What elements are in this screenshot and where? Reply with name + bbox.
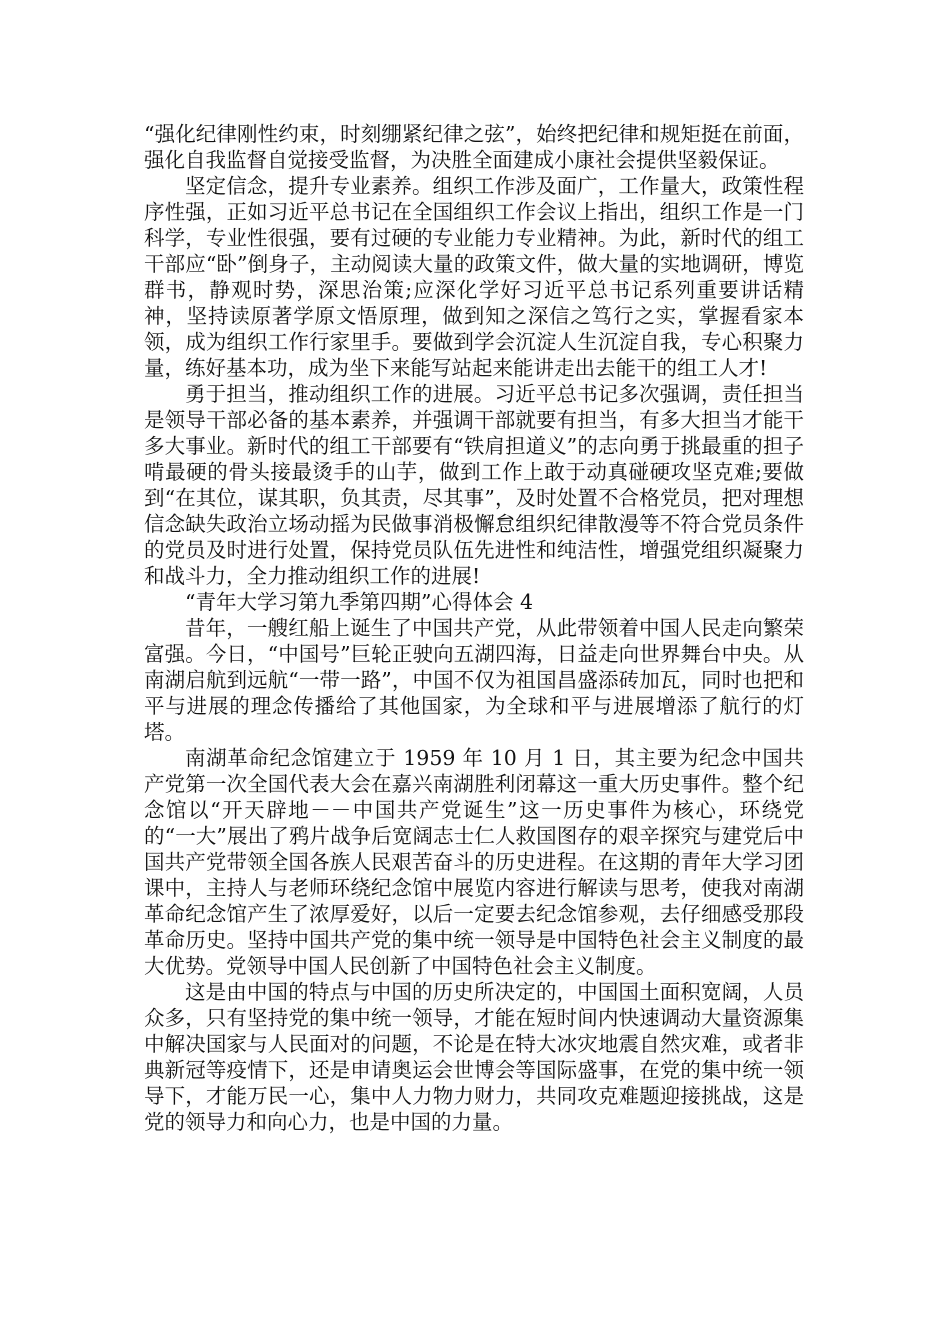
paragraph-party-leadership: 这是由中国的特点与中国的历史所决定的，中国国土面积宽阔，人员众多，只有坚持党的集中统一领导，才能在短时间内快速调动大量资源集中解决国家与人民面对的问题，不论是在特大冰灾地震自然灾难，或者非典新冠等疫情下，还是申请奥运会世博会等国际盛事，在党的集中统一领导下，才能万民一心，集中人力物力财力，共同攻克难题迎接挑战，这是党的领导力和向心力，也是中国的力量。: [144, 980, 804, 1134]
paragraph-nanhu-memorial: 南湖革命纪念馆建立于 1959 年 10 月 1 日，其主要为纪念中国共产党第一次全国代表大会在嘉兴南湖胜利闭幕这一重大历史事件。整个纪念馆以“开天辟地－－中国共产党诞生”这一历史事件为核心，环绕党的“一大”展出了鸦片战争后宽阔志士仁人救国图存的艰辛探究与建党后中国共产党带领全国各族人民艰苦奋斗的历史进程。在这期的青年大学习团课中，主持人与老师环绕纪念馆中展览内容进行解读与思考，使我对南湖革命纪念馆产生了浓厚爱好，以后一定要去纪念馆参观，去仔细感受那段革命历史。坚持中国共产党的集中统一领导是中国特色社会主义制度的最大优势。党领导中国人民创新了中国特色社会主义制度。: [144, 746, 804, 978]
paragraph-professional-quality: 坚定信念，提升专业素养。组织工作涉及面广，工作量大，政策性程序性强，正如习近平总书记在全国组织工作会议上指出，组织工作是一门科学，专业性很强，要有过硬的专业能力专业精神。为此，新时代的组工干部应“卧”倒身子，主动阅读大量的政策文件，做大量的实地调研，博览群书，静观时势，深思治策;应深化学好习近平总书记系列重要讲话精神，坚持读原著学原文悟原理，做到知之深信之笃行之实，掌握看家本领，成为组织工作行家里手。要做到学会沉淀人生沉淀自我，专心积聚力量，练好基本功，成为坐下来能写站起来能讲走出去能干的组工人才!: [144, 174, 804, 380]
document-body: [144, 121, 804, 1135]
section-heading: “青年大学习第九季第四期”心得体会 4: [185, 590, 534, 614]
paragraph-responsibility: 勇于担当，推动组织工作的进展。习近平总书记多次强调，责任担当是领导干部必备的基本素养，并强调干部就要有担当，有多大担当才能干多大事业。新时代的组工干部要有“铁肩担道义”的志向勇于挑最重的担子啃最硬的骨头接最烫手的山芋，做到工作上敢于动真碰硬攻坚克难;要做到“在其位，谋其职，负其责，尽其事”，及时处置不合格党员，把对理想信念缺失政治立场动摇为民做事消极懈怠组织纪律散漫等不符合党员条件的党员及时进行处置，保持党员队伍先进性和纯洁性，增强党组织凝聚力和战斗力，全力推动组织工作的进展!: [144, 382, 804, 588]
paragraph-discipline: “强化纪律刚性约束，时刻绷紧纪律之弦”，始终把纪律和规矩挺在前面，强化自我监督自觉接受监督，为决胜全面建成小康社会提供坚毅保证。: [144, 122, 804, 172]
paragraph-red-boat: 昔年，一艘红船上诞生了中国共产党，从此带领着中国人民走向繁荣富强。今日，“中国号”巨轮正驶向五湖四海，日益走向世界舞台中央。从南湖启航到远航“一带一路”，中国不仅为祖国昌盛添砖加瓦，同时也把和平与进展的理念传播给了其他国家，为全球和平与进展增添了航行的灯塔。: [144, 616, 804, 744]
